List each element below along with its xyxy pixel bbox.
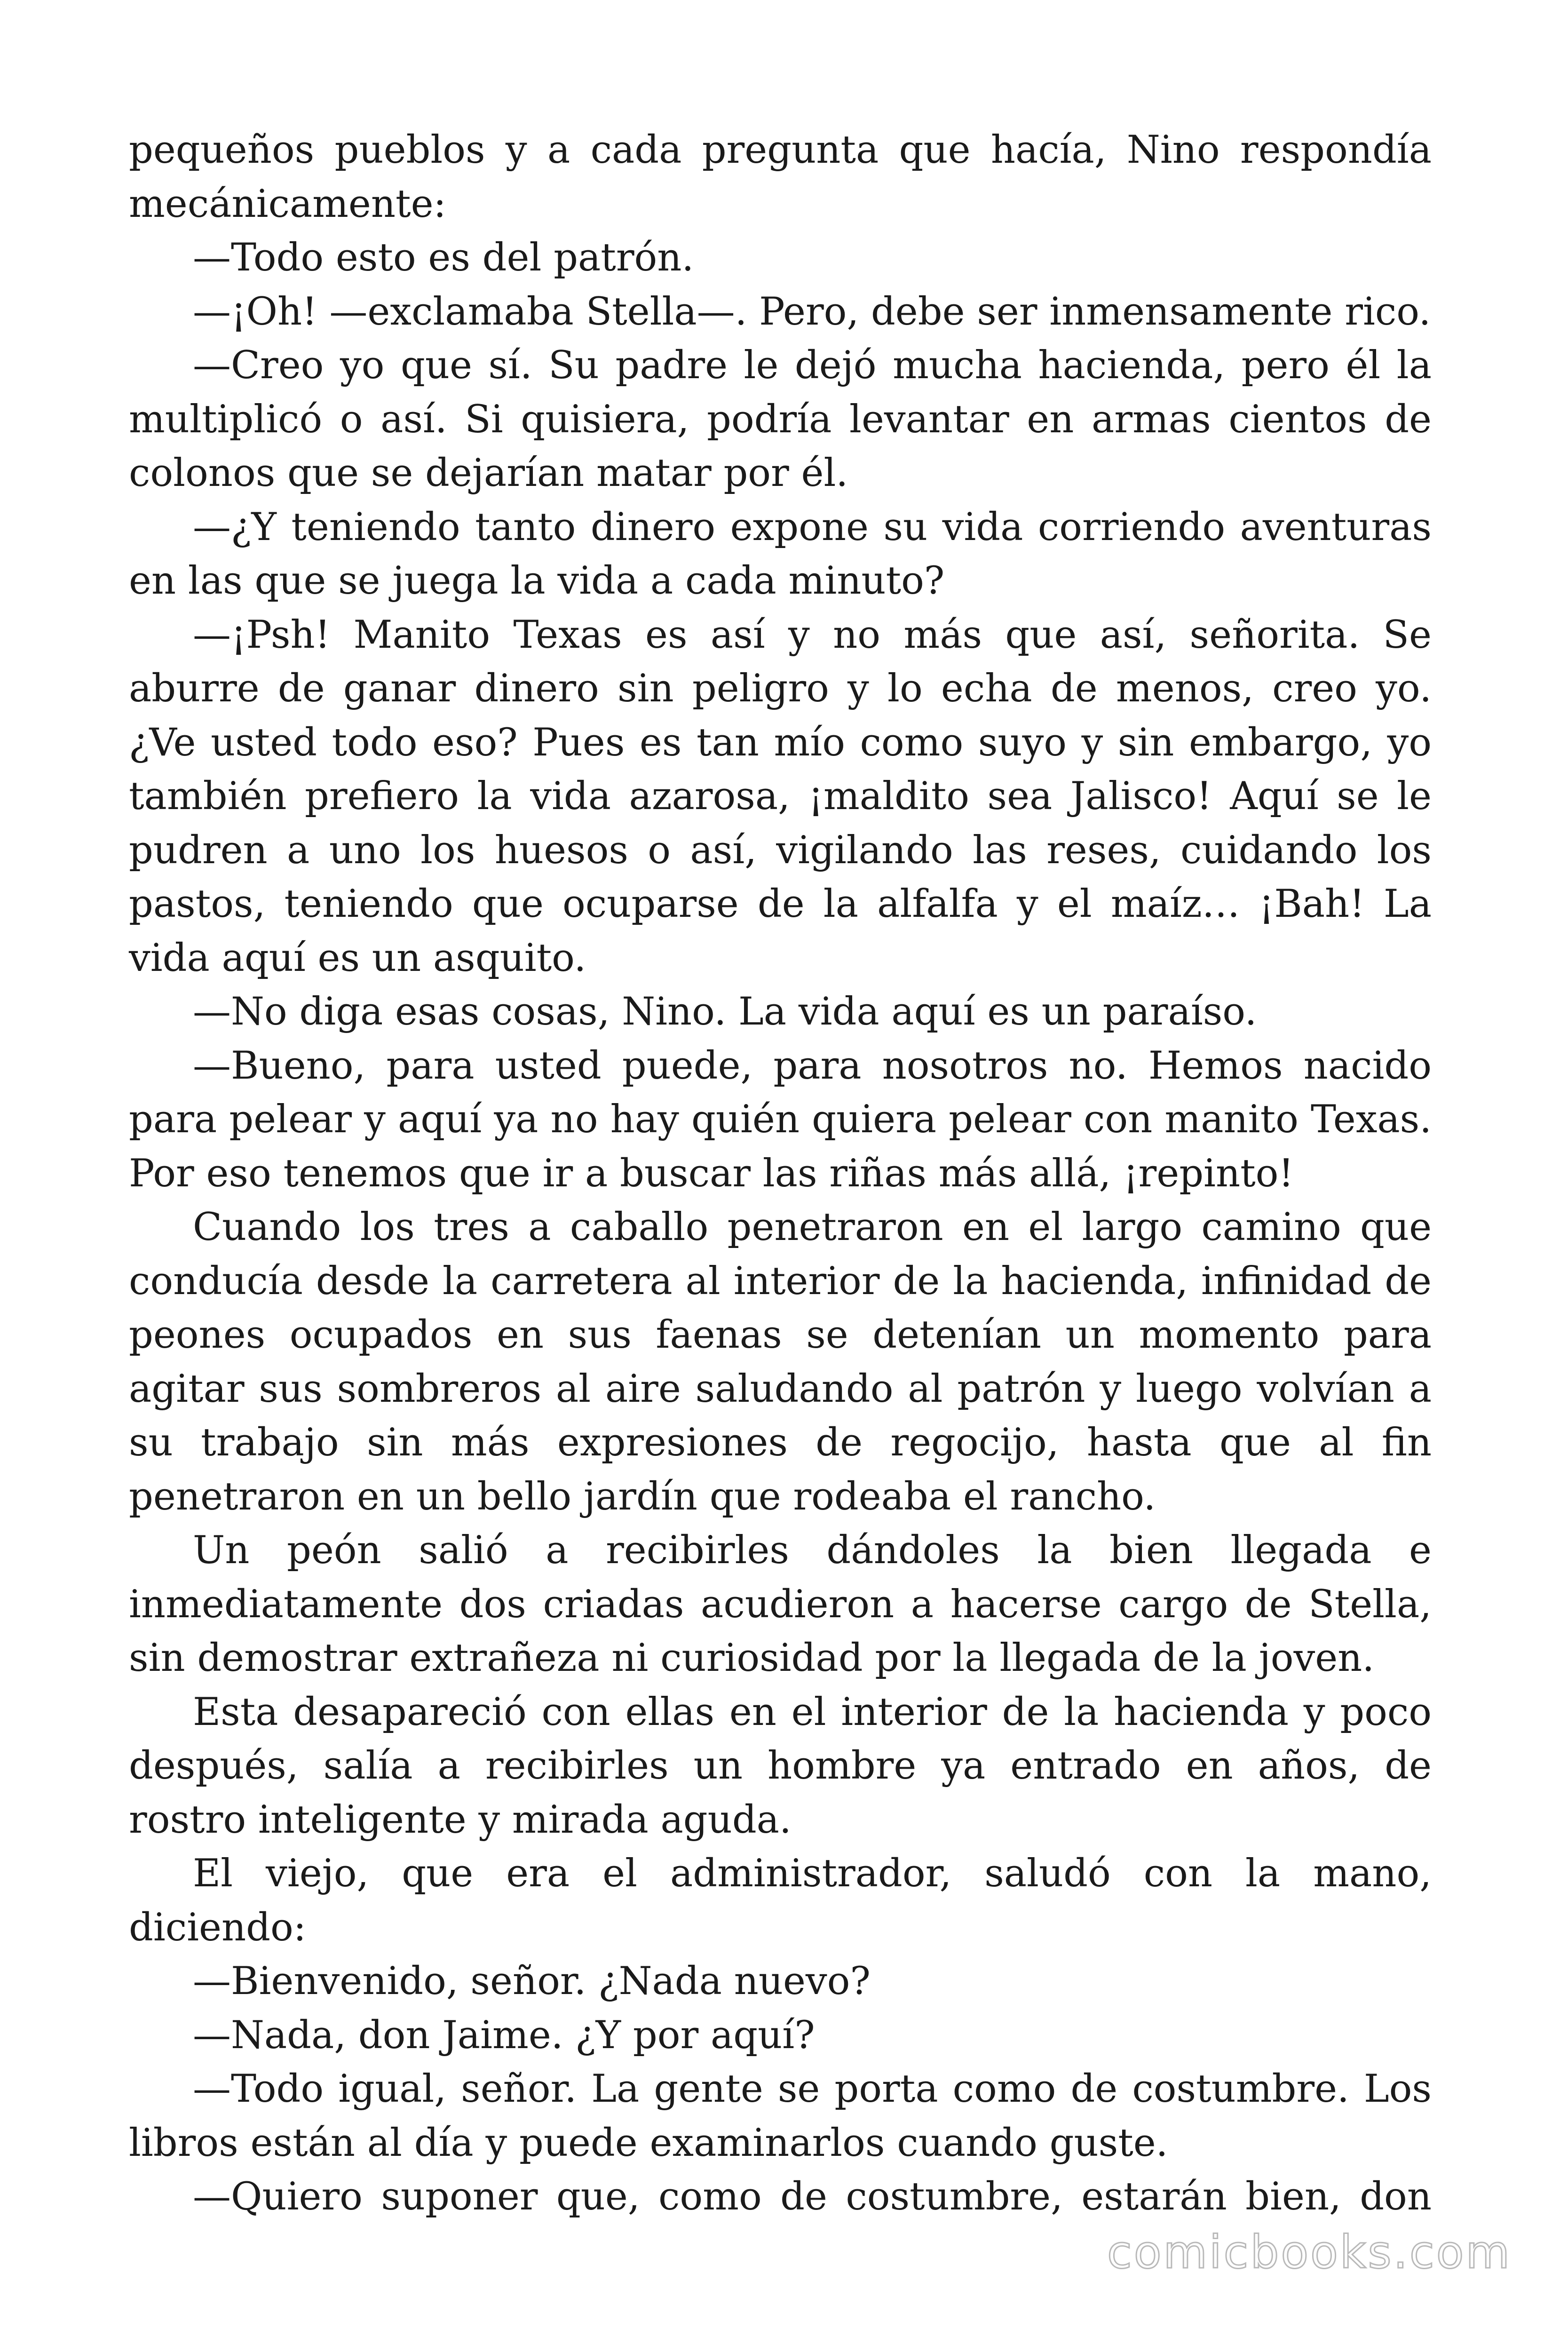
paragraph-dialogue: —¿Y teniendo tanto dinero expone su vida corriendo aventuras en las que se juega la vida a cada minuto?	[129, 505, 1432, 603]
paragraph-narration: Un peón salió a recibirles dándoles la bien llegada e inmediatamente dos criadas acudieron a hacerse cargo de Stella, sin demostrar extrañeza ni curiosidad por la llegada de la joven.	[129, 1528, 1432, 1680]
paragraph-dialogue: —Bueno, para usted puede, para nosotros no. Hemos nacido para pelear y aquí ya no hay quién quiera pelear con manito Texas. Por eso tenemos que ir a buscar las riñas más allá, ¡repinto!	[129, 1043, 1432, 1196]
watermark-logo: comicbooks.com	[1107, 2226, 1512, 2279]
paragraph-dialogue: —Bienvenido, señor. ¿Nada nuevo?	[193, 1959, 871, 2003]
paragraph-dialogue: —Todo esto es del patrón.	[193, 236, 694, 280]
page-body-text	[129, 123, 1432, 2224]
paragraph-continued: pequeños pueblos y a cada pregunta que hacía, Nino respondía mecánicamente:	[129, 128, 1432, 226]
paragraph-dialogue: —No diga esas cosas, Nino. La vida aquí es un paraíso.	[193, 990, 1257, 1034]
paragraph-dialogue-continues: —Quiero suponer que, como de costumbre, estarán bien, don	[193, 2175, 1432, 2219]
paragraph-narration: Cuando los tres a caballo penetraron en el largo camino que conducía desde la carretera al interior de la hacienda, infinidad de peones ocupados en sus faenas se detenían un momento para agitar sus sombreros al aire saludando al patrón y luego volvían a su trabajo sin más expresiones de regocijo, hasta que al fin penetraron en un bello jardín que rodeaba el rancho.	[129, 1205, 1432, 1519]
paragraph-dialogue: —Todo igual, señor. La gente se porta como de costumbre. Los libros están al día y puede examinarlos cuando guste.	[129, 2067, 1432, 2165]
paragraph-narration: El viejo, que era el administrador, saludó con la mano, diciendo:	[129, 1851, 1432, 1950]
paragraph-dialogue: —¡Oh! —exclamaba Stella—. Pero, debe ser inmensamente rico.	[193, 289, 1431, 334]
paragraph-narration: Esta desapareció con ellas en el interior de la hacienda y poco después, salía a recibirles un hombre ya entrado en años, de rostro inteligente y mirada aguda.	[129, 1690, 1432, 1842]
paragraph-dialogue: —Nada, don Jaime. ¿Y por aquí?	[193, 2013, 815, 2058]
paragraph-dialogue: —¡Psh! Manito Texas es así y no más que así, señorita. Se aburre de ganar dinero sin peligro y lo echa de menos, creo yo. ¿Ve usted todo eso? Pues es tan mío como suyo y sin embargo, yo también prefiero la vida azarosa, ¡maldito sea Jalisco! Aquí se le pudren a uno los huesos o así, vigilando las reses, cuidando los pastos, teniendo que ocuparse de la alfalfa y el maíz… ¡Bah! La vida aquí es un asquito.	[129, 612, 1432, 980]
paragraph-dialogue: —Creo yo que sí. Su padre le dejó mucha hacienda, pero él la multiplicó o así. Si quisiera, podría levantar en armas cientos de colonos que se dejarían matar por él.	[129, 343, 1432, 495]
